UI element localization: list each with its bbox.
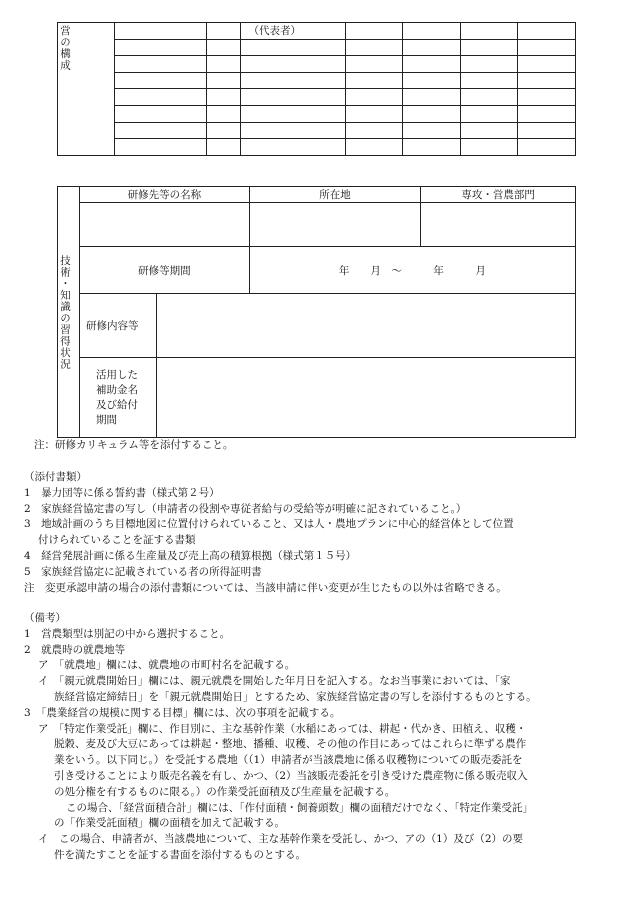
cell[interactable]: [207, 72, 240, 89]
cell[interactable]: [240, 139, 346, 156]
attachment-item: 5 家族経営協定に記載されている者の所得証明書: [24, 565, 262, 578]
remark-line: 引き受けることにより販売名義を有し、かつ、（2）当該販売委託を引き受けた農産物に係る販売収入: [54, 769, 528, 782]
cell[interactable]: [346, 122, 403, 139]
cell[interactable]: [240, 105, 346, 122]
cell[interactable]: [346, 39, 403, 56]
cell[interactable]: [403, 23, 460, 40]
cell[interactable]: [517, 56, 575, 73]
cell[interactable]: [115, 139, 207, 156]
cell[interactable]: [517, 105, 575, 122]
attachment-item: 2 家族経営協定書の写し（申請者の役割や専従者給与の受給等が明確に記されていること。）: [24, 502, 467, 515]
remark-line: イ この場合、申請者が、当該農地について、主な基幹作業を受託し、かつ、アの（1）及び（2）の要: [38, 833, 524, 846]
cell[interactable]: [346, 23, 403, 40]
cell[interactable]: [460, 122, 517, 139]
cell[interactable]: [207, 122, 240, 139]
cell[interactable]: [207, 89, 240, 106]
cell[interactable]: [240, 56, 346, 73]
cell[interactable]: [517, 139, 575, 156]
remarks-heading: （備考）: [24, 612, 66, 624]
cell[interactable]: [207, 105, 240, 122]
training-name-input[interactable]: [79, 203, 249, 247]
specialty-input[interactable]: [421, 203, 576, 247]
cell[interactable]: [403, 139, 460, 156]
location-input[interactable]: [249, 203, 421, 247]
header-specialty: 専攻・営農部門: [421, 187, 576, 203]
remark-line: 族経営協定締結日」を「親元就農開始日」とするため、家族経営協定書の写しを添付するものとする。: [54, 690, 537, 703]
subsidy-label: 活用した補助金名及び給付期間: [79, 358, 156, 438]
attachment-item: 注 変更承認申請の場合の添付書類については、当該申請に伴い変更が生じたもの以外は省略できる。: [24, 581, 507, 594]
cell[interactable]: [346, 89, 403, 106]
cell[interactable]: [115, 23, 207, 40]
cell[interactable]: [517, 89, 575, 106]
cell[interactable]: [207, 39, 240, 56]
cell[interactable]: [346, 72, 403, 89]
header-location: 所在地: [249, 187, 421, 203]
cell[interactable]: [207, 139, 240, 156]
structure-side-label: 営の構成: [58, 23, 115, 156]
cell[interactable]: [346, 56, 403, 73]
attachment-item: 1 暴力団等に係る誓約書（様式第２号）: [24, 486, 220, 499]
cell[interactable]: [460, 89, 517, 106]
period-label: 研修等期間: [79, 247, 249, 294]
cell[interactable]: [403, 89, 460, 106]
cell[interactable]: [517, 122, 575, 139]
cell[interactable]: [403, 56, 460, 73]
attachment-item: 3 地域計画のうち目標地図に位置付けられていること、又は人・農地プランに中心的経営体として位置: [24, 518, 514, 531]
cell[interactable]: [240, 122, 346, 139]
cell[interactable]: [403, 105, 460, 122]
content-label: 研修内容等: [79, 294, 156, 358]
attachments-section: [24, 470, 614, 596]
representative-cell[interactable]: （代表者）: [240, 23, 346, 40]
cell[interactable]: [207, 23, 240, 40]
cell[interactable]: [240, 72, 346, 89]
cell[interactable]: [115, 89, 207, 106]
training-status-table: [57, 186, 576, 438]
remark-line: の処分権を有するものに限る。）の作業受託面積及び生産量を記載する。: [54, 785, 396, 798]
cell[interactable]: [403, 39, 460, 56]
remarks-section: [24, 611, 614, 864]
remark-line: の「作業受託面積」欄の面積を加えて記載する。: [54, 817, 285, 830]
remark-line: ア 「就農地」欄には、就農地の市町村名を記載する。: [38, 659, 296, 672]
curriculum-note: 注：研修カリキュラム等を添付すること。: [34, 439, 234, 451]
cell[interactable]: [346, 139, 403, 156]
cell[interactable]: [115, 39, 207, 56]
remark-line: 2 就農時の就農地等: [24, 643, 126, 656]
cell[interactable]: [517, 39, 575, 56]
attachments-heading: （添付書類）: [24, 471, 87, 483]
cell[interactable]: [460, 72, 517, 89]
remark-line: 1 営農類型は別記の中から選択すること。: [24, 627, 231, 640]
remark-line: 業をいう。以下同じ。）を受託する農地（（1）申請者が当該農地に係る収穫物についての販売委託を: [54, 754, 523, 767]
subsidy-input[interactable]: [156, 358, 575, 438]
cell[interactable]: [240, 39, 346, 56]
cell[interactable]: [346, 105, 403, 122]
cell[interactable]: [460, 139, 517, 156]
cell[interactable]: [115, 72, 207, 89]
content-input[interactable]: [156, 294, 575, 358]
remark-line: この場合、「経営面積合計」欄には、「作付面積・飼養頭数」欄の面積だけでなく、「特定作業受託」: [66, 801, 534, 814]
cell[interactable]: [517, 72, 575, 89]
attachment-item: 付けられていることを証する書類: [38, 534, 196, 547]
cell[interactable]: [115, 122, 207, 139]
cell[interactable]: [403, 122, 460, 139]
cell[interactable]: [460, 56, 517, 73]
cell[interactable]: [207, 56, 240, 73]
cell[interactable]: [517, 23, 575, 40]
remark-line: 3 「農業経営の規模に関する目標」欄には、次の事項を記載する。: [24, 706, 341, 719]
management-structure-table: [57, 22, 576, 156]
remark-line: 件を満たすことを証する書面を添付するものとする。: [54, 848, 306, 861]
cell[interactable]: [460, 105, 517, 122]
cell[interactable]: [460, 23, 517, 40]
period-value[interactable]: 年 月 ～ 年 月: [249, 247, 575, 294]
training-side-label: 技術・知識の習得状況: [58, 187, 80, 438]
remark-line: ア 「特定作業受託」欄に、作目別に、主な基幹作業（水稲にあっては、耕起・代かき、田植え、収穫・: [38, 722, 527, 735]
cell[interactable]: [403, 72, 460, 89]
cell[interactable]: [240, 89, 346, 106]
remark-line: イ 「親元就農開始日」欄には、親元就農を開始した年月日を記入する。なお当事業においては、「家: [38, 675, 511, 688]
attachment-item: 4 経営発展計画に係る生産量及び売上高の積算根拠（様式第１５号）: [24, 549, 357, 562]
header-training-name: 研修先等の名称: [79, 187, 249, 203]
cell[interactable]: [460, 39, 517, 56]
cell[interactable]: [115, 56, 207, 73]
remark-line: 脱穀、麦及び大豆にあっては耕起・整地、播種、収穫、その他の作目にあってはこれらに準ずる農作: [54, 738, 527, 751]
cell[interactable]: [115, 105, 207, 122]
